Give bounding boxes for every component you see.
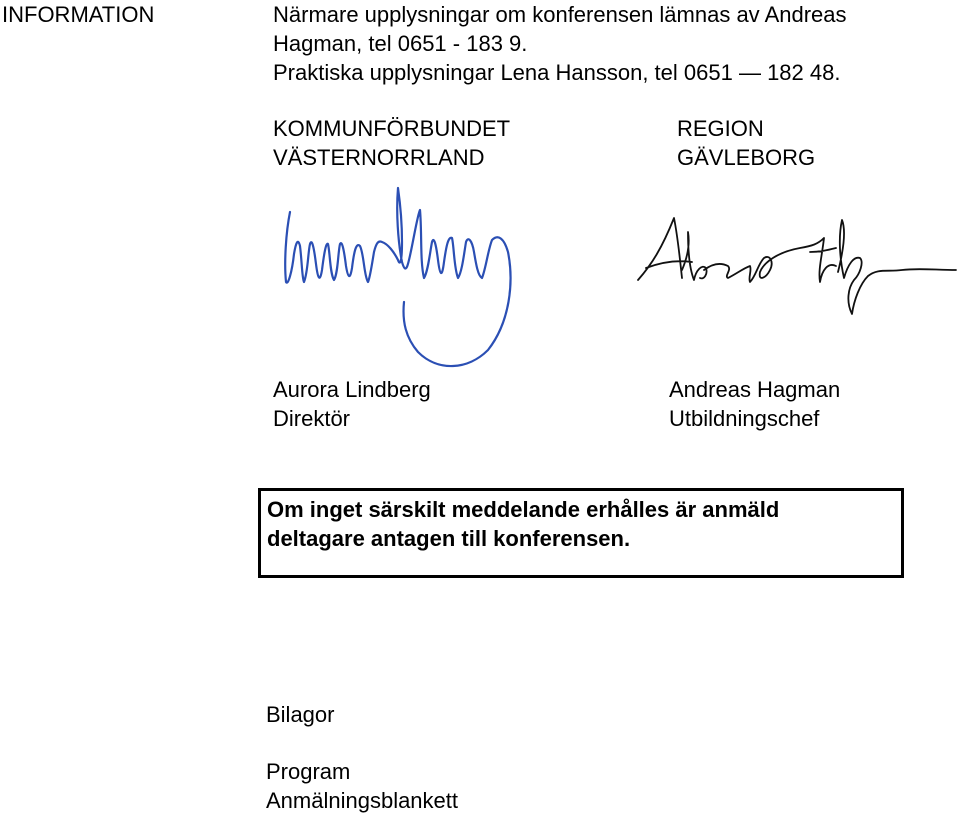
notice-line-2: deltagare antagen till konferensen. (267, 526, 631, 551)
attachment-item: Program (266, 759, 351, 784)
signatory-title-left: Direktör (273, 406, 351, 431)
notice-line-1: Om inget särskilt meddelande erhålles är anmäld (267, 497, 780, 522)
org-name-left-line-1: KOMMUNFÖRBUNDET (273, 116, 511, 141)
info-line-1: Närmare upplysningar om konferensen lämnas av Andreas (273, 2, 847, 27)
signatory-title-right: Utbildningschef (669, 406, 820, 431)
notice-box (258, 488, 904, 578)
notice-text (267, 495, 779, 553)
org-name-right-line-2: GÄVLEBORG (677, 145, 816, 170)
section-label: INFORMATION (2, 2, 155, 27)
info-line-2: Hagman, tel 0651 - 183 9. (273, 31, 528, 56)
signatory-name-left: Aurora Lindberg (273, 377, 431, 402)
signature-right (632, 208, 960, 320)
org-name-right-line-1: REGION (677, 116, 764, 141)
attachment-item: Anmälningsblankett (266, 788, 459, 813)
org-name-left-line-2: VÄSTERNORRLAND (273, 145, 485, 170)
info-line-3: Praktiska upplysningar Lena Hansson, tel 0651 — 182 48. (273, 60, 841, 85)
signature-left (278, 182, 538, 378)
attachments-heading: Bilagor (266, 702, 335, 727)
signatory-name-right: Andreas Hagman (669, 377, 841, 402)
